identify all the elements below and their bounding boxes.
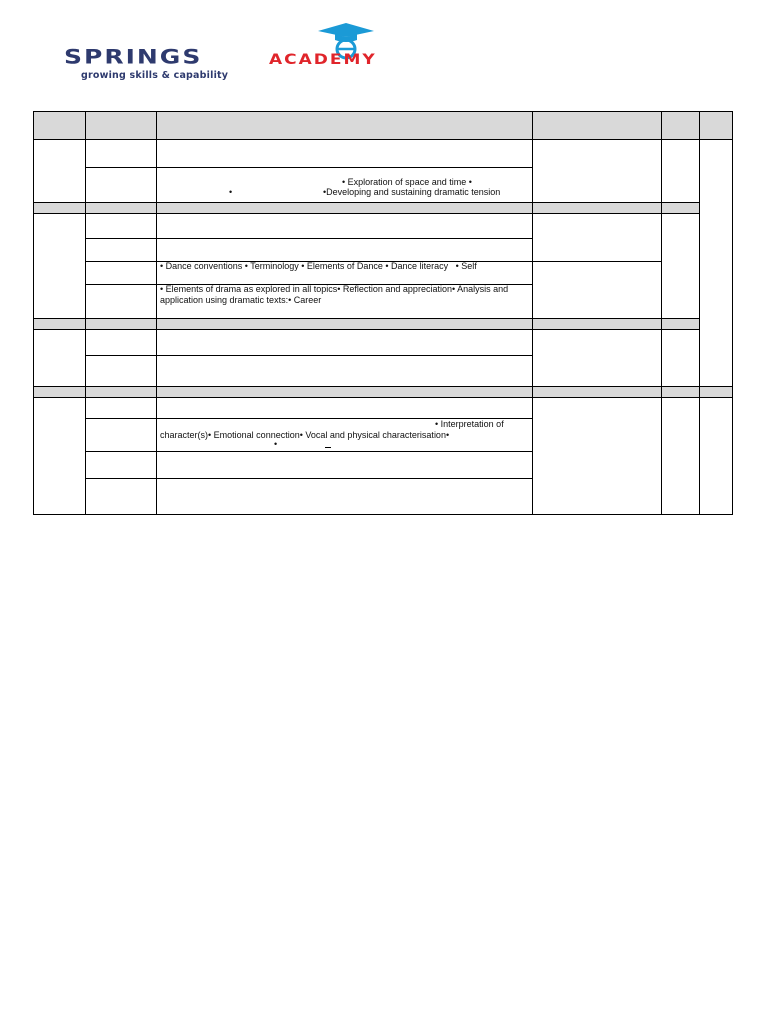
logo-springs-text: SPRINGS bbox=[64, 45, 203, 69]
table-separator-row bbox=[33, 386, 732, 397]
table-cell-text: • Interpretation of bbox=[435, 419, 504, 429]
table-separator-row bbox=[33, 202, 699, 213]
table-header-row bbox=[33, 111, 732, 139]
table-grid-lines bbox=[33, 111, 733, 515]
table-cell-text: • Exploration of space and time • bbox=[342, 177, 472, 187]
logo-academy-text: ACADEMY bbox=[269, 51, 377, 69]
logo-tagline: growing skills & capability bbox=[81, 70, 229, 81]
table-cell-text: • Dance conventions • Terminology • Elements of Dance • Dance literacy • Self bbox=[160, 261, 477, 271]
curriculum-table bbox=[33, 111, 733, 515]
table-cell-text: application using dramatic texts:• Career bbox=[160, 295, 322, 305]
table-cell-text: • Elements of drama as explored in all topics• Reflection and appreciation• Analysis and bbox=[160, 284, 509, 294]
table-cell-text: character(s)• Emotional connection• Vocal and physical characterisation• bbox=[160, 430, 450, 440]
springs-academy-logo bbox=[60, 22, 440, 86]
table-cell-text: •Developing and sustaining dramatic tension bbox=[323, 187, 501, 197]
table-separator-row bbox=[33, 318, 699, 329]
table-cell-text: • bbox=[274, 439, 278, 449]
table-cell-text: • bbox=[229, 187, 233, 197]
